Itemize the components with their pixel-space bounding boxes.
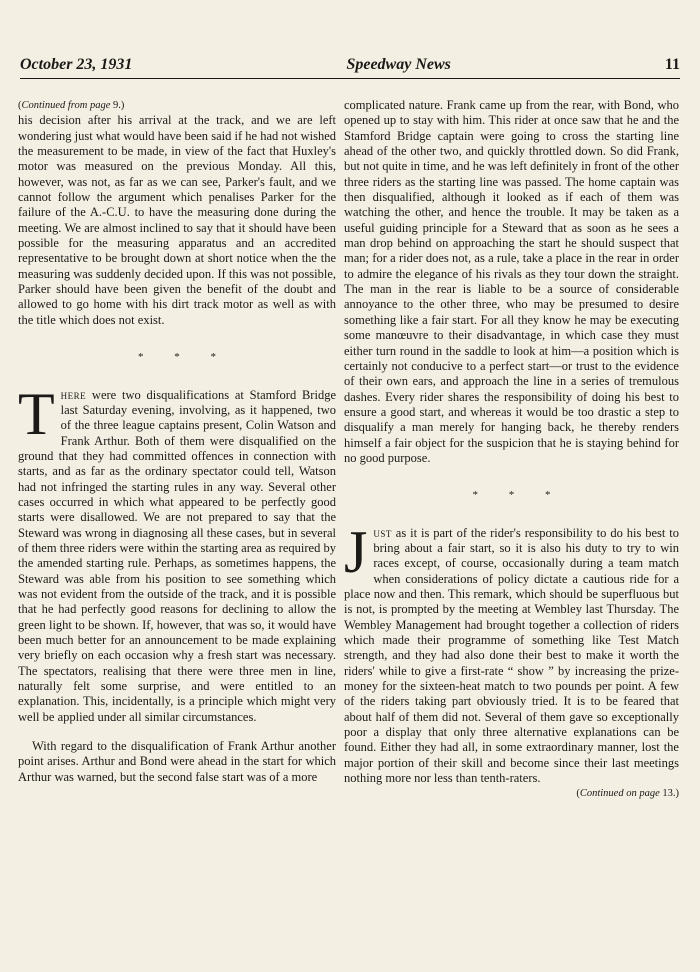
section-divider: * * * bbox=[472, 489, 551, 502]
page-number: 11 bbox=[664, 56, 680, 73]
left-column bbox=[18, 98, 336, 785]
drop-cap: J bbox=[344, 518, 368, 585]
lead-word: here bbox=[60, 387, 87, 402]
paragraph-body: as it is part of the rider's responsibility to do his best to bring about a fair start, so it is also his duty to try to win races except, of course, occasionally during a team match when considerations of policy dictate a cautious ride for a place now and then. This remark, which should be superfluous but is not, is prompted by the meeting at Wembley last Thursday. The Wembley Management had brought together a collection of riders which made their programme of something like Test Match strength, and they had also done their best to make it worth the riders' while to give a first-rate “ show ” by increasing the prize-money for the sixteen-heat match to two pounds per point. A few of the riders taking part obviously tried. It is to be feared that about half of them did not. Several of them gave so exceptionally poor a display that only three alternative explanations can be found. Either they had all, in some extraordinary manner, lost the major portion of their skill and become since their last meetings nothing more nor less than tenth-raters. bbox=[344, 525, 679, 786]
continued-from-label: Continued from page bbox=[21, 100, 111, 111]
publication-title: Speedway News bbox=[346, 56, 451, 73]
page-header bbox=[20, 56, 680, 79]
paragraph-start-principle: complicated nature. Frank came up from the rear, with Bond, who opened up to stay with him. This rider at once saw that he and the Stamford Bridge captain were going to cross the starting line ahead of the other two, and quickly throttled down. So did Frank, but not quite in time, and he was left definitely in front of the other three riders as the starting line was passed. The home captain was then disqualified, although it looked as if each of them was watching the other, and hence the trouble. It may be taken as a useful guiding principle for a Steward that as soon as he sees a man drop behind on approaching the start he should suspect that man; for a rider does not, as a rule, take a place in the rear in order to admire the elegance of his rivals as they tour down the straight. The man in the rear is liable to be a source of considerable annoyance to the other three, who may be presumed to desire something like a fair start. For all they know he may be executing some manœuvre to their disadvantage, in which case they must either turn round in the saddle to look at him—a position which is certainly not conducive to a perfect start—or trust to the evidence of their own ears, and approach the line in a series of tremulous dashes. Every rider shares the responsibility of doing his best to ensure a good start, and whereas it would be too drastic a step to disqualify a man merely for hanging back, he thereby renders himself a fair object for the suspicion that he is staying behind for no good purpose. bbox=[344, 98, 679, 465]
continued-from-note: (Continued from page 9.) bbox=[18, 100, 125, 111]
paragraph-frank-arthur: With regard to the disqualification of Frank Arthur another point arises. Arthur and Bond were ahead in the start for which Arthur was warned, but the second false start was of a more bbox=[18, 739, 336, 784]
lead-word: ust bbox=[373, 525, 392, 540]
paragraph-parker-decision: his decision after his arrival at the track, and we are left wondering just what would have been said if he had not wished the measurement to be made, in view of the fact that Huxley's motor was measured on the previous Monday. All this, however, was not, as far as we can see, Parker's fault, and we cannot follow the argument which penalises Parker for the failure of the A.-C.U. to have the measuring done during the meeting. We are almost inclined to say that it should have been possible for the measuring apparatus and an accredited representative to be brought down at short notice when the the measuring was suddenly decided upon. If this was not possible, Parker should have been given the benefit of the doubt and allowed to go home with his dirt track motor as well as with the title which does not exist. bbox=[18, 113, 336, 327]
right-column bbox=[344, 98, 679, 802]
continued-on-page: 13.) bbox=[662, 788, 679, 800]
continued-on-label: Continued on page bbox=[579, 788, 660, 800]
continued-from-page: 9.) bbox=[112, 100, 125, 111]
paragraph-disqualifications bbox=[18, 380, 336, 726]
paragraph-rider-duty bbox=[344, 518, 679, 787]
continued-on-note: (Continued on page 13.) bbox=[576, 788, 679, 800]
issue-date: October 23, 1931 bbox=[20, 56, 133, 73]
drop-cap: T bbox=[18, 380, 55, 447]
section-divider: * * * bbox=[138, 351, 216, 364]
paragraph-body: were two disqualifications at Stamford Bridge last Saturday evening, involving, as it happened, two of the three league captains present, Colin Watson and Frank Arthur. Both of them were disqualified on the ground that they had committed offences in connection with starts, and as far as the ordinary spectator could tell, Watson had not infringed the starting rules in any way. Several other cases occurred in which what appeared to be perfectly good starts were disallowed. We are not prepared to say that the Steward was wrong in diagnosing all these cases, but in several of them three riders were within the starting area as required by the amended starting rule. Perhaps, as sometimes happens, the Steward was able from his position to see something which was not evident from the outside of the track, and it is possible that he had perfectly good reasons for declining to allow the green light to be shown. If, however, that was so, it would have been much better for an announcement to be made explaining very briefly on each occasion why a fresh start was necessary. The spectators, realising that there were three men in line, naturally felt some surprise, and were entitled to an explanation. This, incidentally, is a principle which might very well be applied under all similar circumstances. bbox=[18, 387, 336, 724]
